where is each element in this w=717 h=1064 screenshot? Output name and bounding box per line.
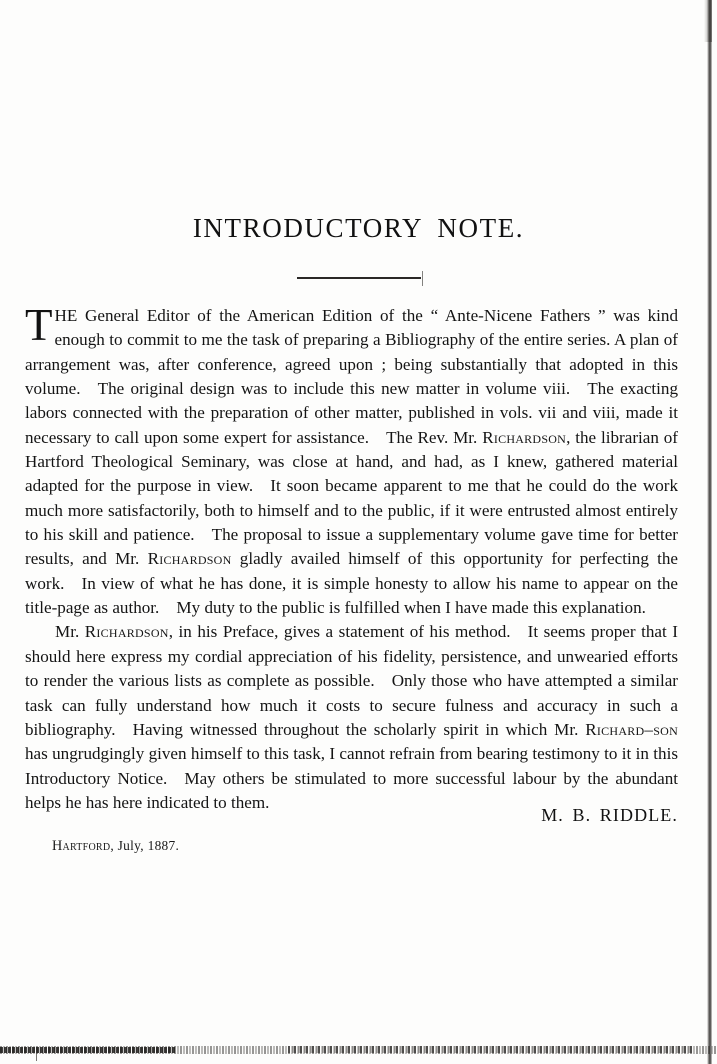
title-divider-wrap [0, 266, 717, 284]
signature-author: M. B. RIDDLE. [541, 805, 678, 825]
page-title: INTRODUCTORY NOTE. [192, 213, 525, 243]
dateline-place: Hartford [52, 838, 111, 854]
scan-artifact-bottom-right [288, 1046, 693, 1053]
name-richardson-4: Richard–son [585, 719, 678, 739]
name-richardson-1: Richardson [482, 427, 567, 447]
paragraph-first-run-3: gladly availed himself of this opportunity for perfecting the work. In view of what he has done, it is simple honesty to allow his name to appear on the title-page as author. My duty to the public is fulfilled when I have made this explanation. [25, 549, 679, 618]
scan-artifact-tick [36, 1050, 37, 1061]
title-block [0, 213, 717, 244]
dateline [52, 838, 179, 855]
dateline-date: , July, 1887. [110, 838, 180, 853]
paragraph-first-lead-caps: HE [54, 306, 78, 325]
paragraph-first-run-2: , the librarian of Hartford Theological Seminary, was close at hand, and had, as I knew, gathered material adapted for the purpose in view. It soon became apparent to me that he could do the work much more satisfactorily, both to himself and to the public, if it were entrusted almost entirely to his skill and patience. The proposal to issue a supplementary volume gave time for better results, and Mr. [25, 427, 678, 569]
scan-artifact-right-edge [707, 0, 712, 1064]
name-richardson-2: Richardson [147, 549, 232, 569]
paragraph-second-run-1: Mr. [55, 622, 85, 642]
paragraph-first-run-1: General Editor of the American Edition of the “ Ante-Nicene Fathers ” was kind enough to commit to me the task of preparing a Bibliography of the entire series. A plan of arrangement was, after conference, agreed upon ; being substantially that adopted in this volume. The original design was to include this new matter in volume viii. The exacting labors connected with the preparation of other matter, published in vols. vii and viii, made it necessary to call upon some expert for assistance. The Rev. Mr. [25, 306, 678, 447]
paragraph-second-run-3: has ungrudgingly given himself to this task, I cannot refrain from bearing testimony to it in this Introductory Notice. May others be stimulated to more successful labour by the abundant helps he has here indicated to them. [25, 744, 678, 812]
paragraph-first [25, 300, 679, 620]
divider-tick-mark [422, 271, 423, 286]
name-richardson-3: Richardson [84, 622, 169, 642]
paragraph-second-run-2: , in his Preface, gives a statement of his method. It seems proper that I should here express my cordial appreciation of his fidelity, persistence, and unwearied efforts to render the various lists as complete as possible. Only those who have attempted a similar task can fully understand how much it costs to secure fulness and accuracy in such a bibliography. Having witnessed throughout the scholarly spirit in which Mr. [25, 622, 678, 739]
paragraph-second [25, 620, 678, 815]
body-text [25, 300, 679, 815]
title-divider [297, 277, 421, 279]
drop-cap-letter: T [25, 300, 53, 350]
scan-artifact-bottom-left [0, 1047, 175, 1053]
